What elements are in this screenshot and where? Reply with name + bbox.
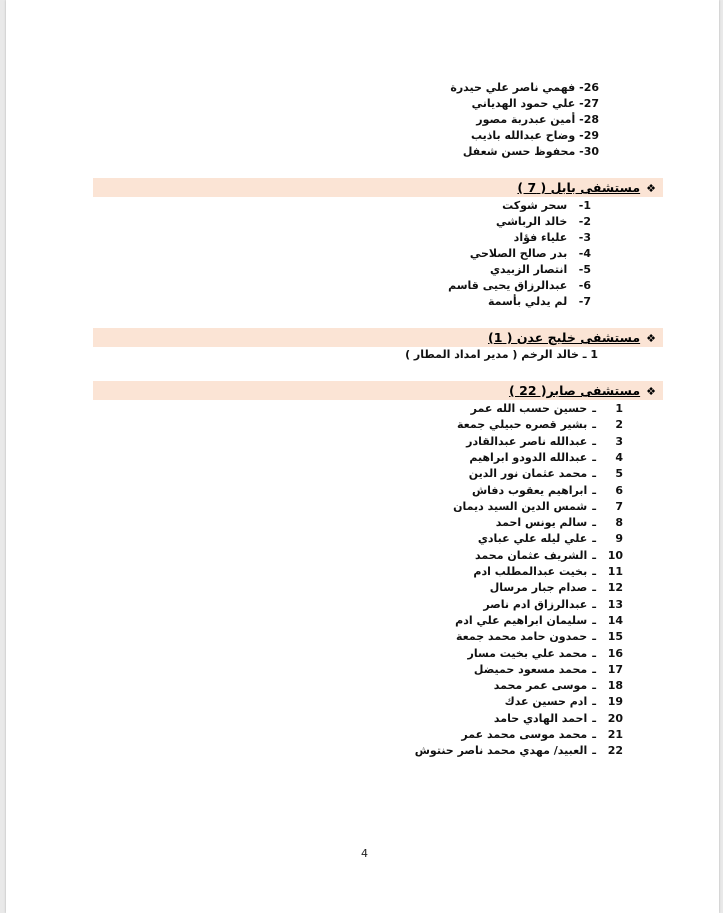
person-name: أمين عبدربة مصور	[476, 113, 576, 126]
list-item: 22ـالعبيد/ مهدي محمد ناصر حنتوش	[414, 744, 623, 758]
person-name: حمدون حامد محمد جمعة	[455, 630, 588, 644]
list-item: 3- علياء فؤاد	[513, 231, 591, 244]
person-name: ادم حسين عدك	[504, 695, 588, 709]
list-item: 4ـعبدالله الدودو ابراهيم	[469, 450, 623, 464]
list-item: 10ـالشريف عثمان محمد	[475, 548, 623, 562]
person-name: علي حمود الهدياني	[471, 97, 576, 110]
list-item: 1 ـ خالد الرخم ( مدير امداد المطار )	[405, 348, 598, 361]
list-item: 27- علي حمود الهدياني	[471, 97, 599, 110]
person-name: شمس الدين السيد ديمان	[453, 499, 588, 513]
person-name: بشير قصره حبيلي جمعة	[457, 418, 588, 432]
person-name: عبدالرزاق ادم ناصر	[483, 597, 588, 611]
section-title: مستشفى خليج عدن ( 1)	[488, 330, 641, 345]
list-item: 2- خالد الرباشي	[495, 215, 591, 228]
person-name: لم يدلي بأسمة	[487, 295, 568, 308]
person-name: محمد عثمان نور الدين	[468, 467, 588, 481]
person-name: محمد موسى محمد عمر	[461, 728, 588, 741]
list-item: 29- وضاح عبدالله باذيب	[470, 129, 599, 142]
list-item: 3ـعبدالله ناصر عبدالقادر	[466, 434, 623, 448]
person-name: فهمي ناصر علي حيدرة	[450, 81, 576, 94]
person-name: بدر صالح الصلاحي	[469, 247, 568, 260]
list-item: 8ـسالم يونس احمد	[495, 516, 623, 530]
person-name: علي ليله علي عبادي	[477, 532, 588, 546]
person-name: انتصار الزبيدي	[489, 263, 568, 276]
section-heading-babel	[517, 178, 656, 198]
list-item: 20ـاحمد الهادي حامد	[493, 711, 623, 725]
person-name: عبدالله ناصر عبدالقادر	[466, 434, 588, 448]
person-name: صدام جبار مرسال	[489, 581, 588, 595]
list-item: 15ـحمدون حامد محمد جمعة	[455, 630, 623, 644]
document-page	[6, 0, 719, 913]
list-item: 30- محفوظ حسن شعفل	[462, 145, 599, 158]
person-name: خالد الرباشي	[495, 215, 568, 228]
list-item: 7- لم يدلي بأسمة	[487, 295, 591, 308]
list-item: 18ـموسى عمر محمد	[493, 679, 623, 693]
list-item: 19ـادم حسين عدك	[504, 695, 623, 709]
list-item: 5ـمحمد عثمان نور الدين	[468, 467, 623, 481]
list-item: 17ـمحمد مسعود حميضل	[473, 662, 623, 676]
list-item: 26- فهمي ناصر علي حيدرة	[450, 81, 599, 94]
list-item: 1ـحسين حسب الله عمر	[470, 402, 623, 415]
person-name: موسى عمر محمد	[493, 679, 588, 693]
section-heading-gulf-aden	[488, 328, 656, 348]
person-name: سالم يونس احمد	[495, 516, 588, 530]
list-item: 11ـبخيت عبدالمطلب ادم	[473, 565, 623, 578]
list-item: 12ـصدام جبار مرسال	[489, 581, 623, 595]
person-name: عبدالرزاق يحيى قاسم	[448, 279, 568, 292]
list-item: 6ـابراهيم يعقوب دفاش	[471, 483, 623, 497]
list-item: 7ـشمس الدين السيد ديمان	[453, 499, 623, 513]
list-item: 2ـبشير قصره حبيلي جمعة	[457, 418, 623, 432]
section-title: مستشفى صابر( 22 )	[509, 383, 641, 398]
list-item: 6- عبدالرزاق يحيى قاسم	[448, 279, 591, 292]
person-name: خالد الرخم ( مدير امداد المطار )	[405, 348, 579, 361]
person-name: علياء فؤاد	[513, 231, 568, 244]
person-name: ابراهيم يعقوب دفاش	[471, 483, 588, 497]
list-item: 21ـمحمد موسى محمد عمر	[461, 728, 623, 741]
person-name: حسين حسب الله عمر	[470, 402, 588, 415]
list-item: 4- بدر صالح الصلاحي	[469, 247, 591, 260]
person-name: احمد الهادي حامد	[493, 711, 588, 725]
list-item: 9ـعلي ليله علي عبادي	[477, 532, 623, 546]
person-name: العبيد/ مهدي محمد ناصر حنتوش	[414, 744, 588, 758]
person-name: الشريف عثمان محمد	[475, 548, 588, 562]
section-heading-saber	[509, 381, 656, 401]
diamond-bullet-icon: ❖	[646, 332, 656, 345]
diamond-bullet-icon: ❖	[646, 182, 656, 195]
page-number: 4	[361, 847, 368, 860]
person-name: وضاح عبدالله باذيب	[470, 129, 576, 142]
person-name: عبدالله الدودو ابراهيم	[469, 450, 588, 464]
person-name: محمد علي بخيت مسار	[467, 646, 588, 660]
list-item: 1- سحر شوكت	[502, 199, 591, 212]
list-item: 13ـعبدالرزاق ادم ناصر	[483, 597, 623, 611]
person-name: بخيت عبدالمطلب ادم	[473, 565, 588, 578]
list-item: 5- انتصار الزبيدي	[489, 263, 591, 276]
list-item: 28- أمين عبدربة مصور	[476, 113, 599, 126]
diamond-bullet-icon: ❖	[646, 385, 656, 398]
person-name: سليمان ابراهيم علي ادم	[455, 613, 588, 627]
list-item: 14ـسليمان ابراهيم علي ادم	[455, 613, 623, 627]
section-title: مستشفى بابل ( 7 )	[517, 180, 641, 195]
person-name: محمد مسعود حميضل	[473, 662, 588, 676]
person-name: سحر شوكت	[502, 199, 568, 212]
list-item: 16ـمحمد علي بخيت مسار	[467, 646, 623, 660]
person-name: محفوظ حسن شعفل	[462, 145, 576, 158]
